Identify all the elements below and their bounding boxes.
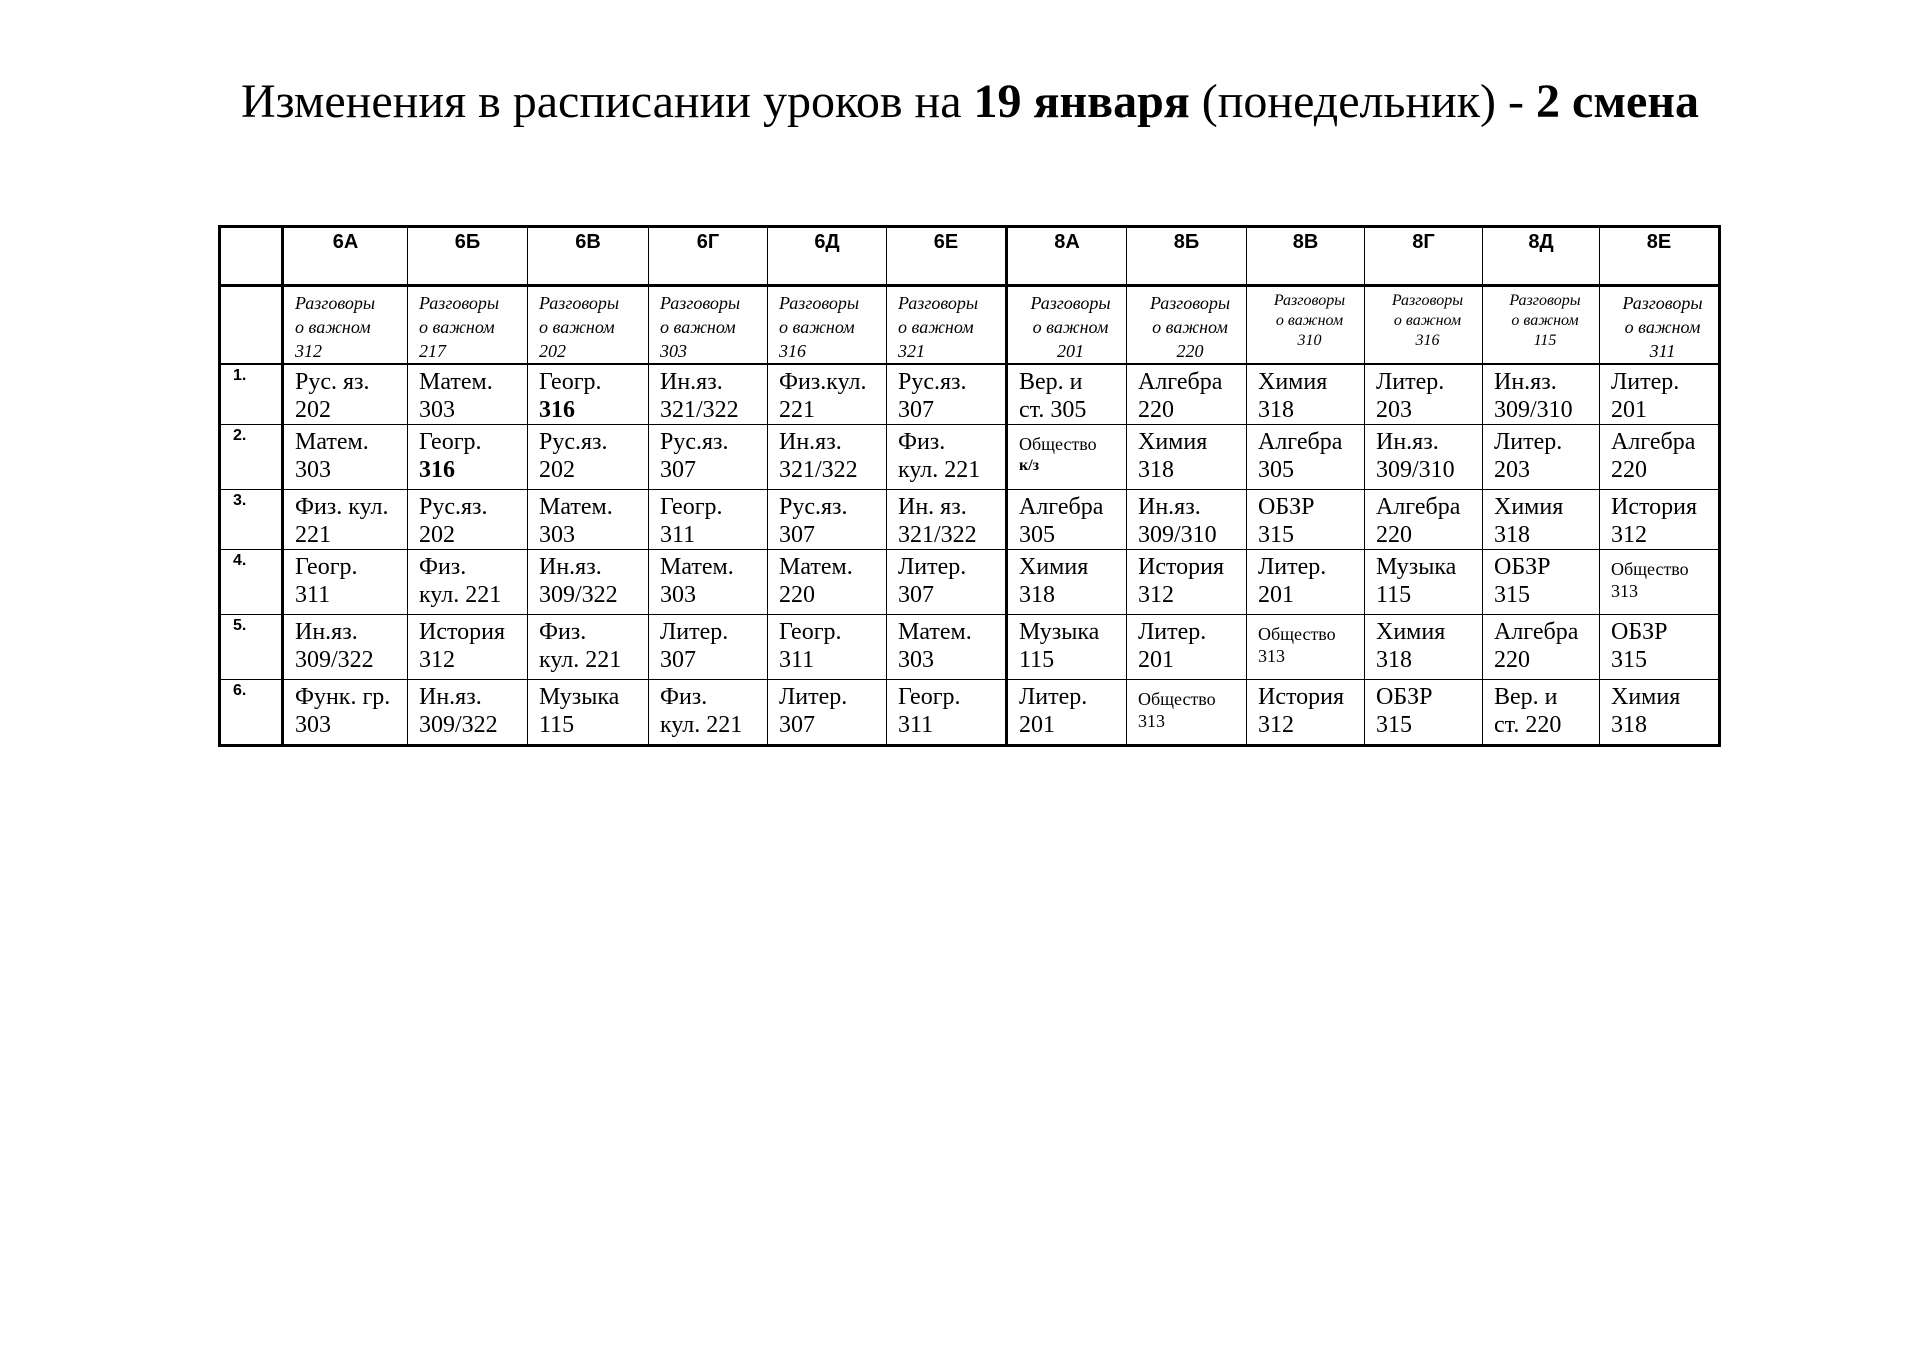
subject: Общество bbox=[1019, 434, 1097, 454]
title-part1: Изменения в расписании уроков на bbox=[241, 75, 974, 128]
room: 309/310 bbox=[1138, 522, 1217, 548]
lesson-row bbox=[220, 364, 1720, 425]
talks-label: Разговоры bbox=[1030, 293, 1111, 313]
lesson-cell bbox=[887, 490, 1007, 550]
lesson-cell bbox=[528, 490, 649, 550]
talks-cell bbox=[649, 286, 768, 365]
talks-label: Разговоры bbox=[779, 293, 860, 313]
room: 201 bbox=[1258, 582, 1294, 608]
room: 309/310 bbox=[1376, 457, 1455, 483]
room: 305 bbox=[1258, 457, 1294, 483]
room: 307 bbox=[779, 712, 815, 738]
talks-label: о важном bbox=[539, 317, 615, 337]
subject: Химия bbox=[1376, 619, 1446, 645]
class-header-cell: 6А bbox=[283, 227, 408, 286]
subject: Рус.яз. bbox=[419, 494, 488, 520]
subject: Матем. bbox=[779, 554, 853, 580]
subject: Матем. bbox=[660, 554, 734, 580]
room: 312 bbox=[1611, 522, 1647, 548]
talks-label: о важном bbox=[898, 317, 974, 337]
room: 307 bbox=[779, 522, 815, 548]
subject: Литер. bbox=[1494, 429, 1563, 455]
subject: Алгебра bbox=[1611, 429, 1696, 455]
talks-cell bbox=[1365, 286, 1483, 365]
lesson-cell bbox=[768, 615, 887, 680]
lesson-cell bbox=[283, 680, 408, 746]
subject: Вер. и bbox=[1019, 369, 1083, 395]
lesson-cell bbox=[1483, 680, 1600, 746]
class-header-cell: 8Г bbox=[1365, 227, 1483, 286]
subject: Литер. bbox=[1019, 684, 1088, 710]
lesson-cell bbox=[1365, 615, 1483, 680]
lesson-cell bbox=[1365, 425, 1483, 490]
lesson-cell bbox=[1007, 490, 1127, 550]
talks-label: о важном bbox=[295, 317, 371, 337]
room: 303 bbox=[898, 647, 934, 673]
talks-label: Разговоры bbox=[898, 293, 979, 313]
room: 203 bbox=[1376, 397, 1412, 423]
subject: Ин.яз. bbox=[1494, 369, 1557, 395]
subject: Общество bbox=[1138, 689, 1216, 709]
subject: Геогр. bbox=[660, 494, 723, 520]
room: 303 bbox=[295, 457, 331, 483]
subject: Физ. bbox=[660, 684, 708, 710]
room: 309/310 bbox=[1494, 397, 1573, 423]
lesson-cell bbox=[1600, 550, 1720, 615]
room: 307 bbox=[898, 397, 934, 423]
subject: Ин.яз. bbox=[295, 619, 358, 645]
subject: Алгебра bbox=[1138, 369, 1223, 395]
lesson-cell bbox=[1365, 364, 1483, 425]
lesson-cell bbox=[887, 364, 1007, 425]
talks-cell bbox=[528, 286, 649, 365]
lesson-cell bbox=[408, 615, 528, 680]
room: 313 bbox=[1138, 711, 1165, 731]
lesson-cell bbox=[1127, 615, 1247, 680]
subject: Геогр. bbox=[295, 554, 358, 580]
lesson-cell bbox=[887, 680, 1007, 746]
lesson-number: 1. bbox=[220, 364, 283, 425]
subject: Функ. гр. bbox=[295, 684, 391, 710]
talks-label: Разговоры bbox=[1391, 292, 1464, 309]
room: 307 bbox=[898, 582, 934, 608]
talks-room: 201 bbox=[1057, 341, 1084, 361]
talks-room: 321 bbox=[898, 341, 925, 361]
subject: Рус.яз. bbox=[660, 429, 729, 455]
lesson-cell bbox=[528, 364, 649, 425]
lesson-cell bbox=[768, 490, 887, 550]
subject: Геогр. bbox=[898, 684, 961, 710]
lesson-cell bbox=[1483, 364, 1600, 425]
room: 201 bbox=[1138, 647, 1174, 673]
lesson-number: 2. bbox=[220, 425, 283, 490]
room: 309/322 bbox=[419, 712, 498, 738]
lesson-cell bbox=[1483, 550, 1600, 615]
subject: Алгебра bbox=[1376, 494, 1461, 520]
lesson-cell bbox=[1600, 425, 1720, 490]
room: кул. 221 bbox=[898, 457, 981, 483]
subject: Алгебра bbox=[1494, 619, 1579, 645]
subject: Ин.яз. bbox=[419, 684, 482, 710]
subject: Химия bbox=[1494, 494, 1564, 520]
lesson-cell bbox=[1007, 364, 1127, 425]
subject: Физ. bbox=[419, 554, 467, 580]
subject: Литер. bbox=[1258, 554, 1327, 580]
room: 305 bbox=[1019, 522, 1055, 548]
talks-room: 310 bbox=[1297, 332, 1322, 349]
lesson-cell bbox=[1600, 615, 1720, 680]
subject: История bbox=[1611, 494, 1698, 520]
class-header-cell: 6Д bbox=[768, 227, 887, 286]
lesson-cell bbox=[1127, 680, 1247, 746]
subject: Химия bbox=[1138, 429, 1208, 455]
lesson-cell bbox=[649, 425, 768, 490]
subject: Ин.яз. bbox=[779, 429, 842, 455]
subject: ОБЗР bbox=[1258, 494, 1315, 520]
room: 315 bbox=[1494, 582, 1530, 608]
lesson-cell bbox=[1365, 680, 1483, 746]
talks-label: о важном bbox=[1032, 317, 1109, 337]
lesson-cell bbox=[283, 490, 408, 550]
lesson-row bbox=[220, 550, 1720, 615]
class-header-cell: 8Д bbox=[1483, 227, 1600, 286]
talks-room: 303 bbox=[660, 341, 687, 361]
lesson-row bbox=[220, 615, 1720, 680]
talks-cell bbox=[768, 286, 887, 365]
talks-room: 220 bbox=[1176, 341, 1204, 361]
subject: Ин. яз. bbox=[898, 494, 967, 520]
lesson-cell bbox=[1127, 425, 1247, 490]
room: 115 bbox=[539, 712, 575, 738]
subject: ОБЗР bbox=[1611, 619, 1668, 645]
lesson-cell bbox=[887, 615, 1007, 680]
lesson-cell bbox=[1483, 615, 1600, 680]
room: 318 bbox=[1138, 457, 1174, 483]
talks-room: 115 bbox=[1533, 332, 1557, 349]
lesson-cell bbox=[1247, 680, 1365, 746]
room: 316 bbox=[539, 397, 575, 423]
lesson-cell bbox=[283, 364, 408, 425]
subject: Рус.яз. bbox=[779, 494, 848, 520]
lesson-cell bbox=[887, 550, 1007, 615]
room: 201 bbox=[1019, 712, 1055, 738]
subject: ОБЗР bbox=[1494, 554, 1551, 580]
room: 202 bbox=[539, 457, 575, 483]
subject: Музыка bbox=[539, 684, 620, 710]
subject: Физ. кул. bbox=[295, 494, 389, 520]
title-shift: 2 смена bbox=[1536, 75, 1699, 128]
room: 311 bbox=[898, 712, 934, 738]
room: кул. 221 bbox=[539, 647, 622, 673]
lesson-cell bbox=[408, 490, 528, 550]
talks-label: Разговоры bbox=[1149, 293, 1231, 313]
room: 311 bbox=[779, 647, 815, 673]
room: 220 bbox=[1138, 397, 1174, 423]
subject: Ин.яз. bbox=[539, 554, 602, 580]
room: ст. 220 bbox=[1494, 712, 1562, 738]
subject: Матем. bbox=[539, 494, 613, 520]
lesson-cell bbox=[768, 364, 887, 425]
subject: Рус. яз. bbox=[295, 369, 370, 395]
subject: История bbox=[1258, 684, 1345, 710]
room: 315 bbox=[1611, 647, 1647, 673]
room: 312 bbox=[1258, 712, 1294, 738]
talks-label: Разговоры bbox=[1509, 292, 1581, 309]
page-title bbox=[0, 75, 1920, 128]
talks-cell bbox=[1483, 286, 1600, 365]
class-header-row bbox=[220, 227, 1720, 286]
talks-label: о важном bbox=[419, 317, 495, 337]
class-header-cell: 6Г bbox=[649, 227, 768, 286]
lesson-cell bbox=[1365, 490, 1483, 550]
talks-cell bbox=[1007, 286, 1127, 365]
talks-label: о важном bbox=[1511, 312, 1579, 329]
lesson-cell bbox=[1007, 615, 1127, 680]
talks-label: Разговоры bbox=[539, 293, 620, 313]
subject: Геогр. bbox=[419, 429, 482, 455]
lesson-cell bbox=[1365, 550, 1483, 615]
room: 321/322 bbox=[779, 457, 858, 483]
lesson-cell bbox=[1127, 490, 1247, 550]
lesson-cell bbox=[528, 615, 649, 680]
room: 303 bbox=[295, 712, 331, 738]
subject: Алгебра bbox=[1258, 429, 1343, 455]
subject: Литер. bbox=[660, 619, 729, 645]
room: 307 bbox=[660, 647, 696, 673]
class-header-cell: 6Е bbox=[887, 227, 1007, 286]
subject: Физ. bbox=[898, 429, 946, 455]
subject: Музыка bbox=[1376, 554, 1457, 580]
lesson-cell bbox=[1483, 490, 1600, 550]
lesson-cell bbox=[1007, 550, 1127, 615]
lesson-cell bbox=[887, 425, 1007, 490]
lesson-row bbox=[220, 680, 1720, 746]
lesson-cell bbox=[1600, 680, 1720, 746]
lesson-cell bbox=[408, 680, 528, 746]
lesson-cell bbox=[1483, 425, 1600, 490]
room: 115 bbox=[1019, 647, 1055, 673]
subject: Ин.яз. bbox=[1138, 494, 1201, 520]
room: 203 bbox=[1494, 457, 1530, 483]
room: кул. 221 bbox=[419, 582, 502, 608]
talks-label: о важном bbox=[1152, 317, 1228, 337]
room: 220 bbox=[1494, 647, 1530, 673]
subject: Алгебра bbox=[1019, 494, 1104, 520]
talks-label: о важном bbox=[660, 317, 736, 337]
talks-label: Разговоры bbox=[660, 293, 741, 313]
lesson-cell bbox=[1247, 364, 1365, 425]
class-header-cell: 8Е bbox=[1600, 227, 1720, 286]
talks-row-label bbox=[220, 286, 283, 365]
talks-label: о важном bbox=[1624, 317, 1701, 337]
subject: История bbox=[419, 619, 506, 645]
lesson-cell bbox=[649, 680, 768, 746]
lesson-number: 3. bbox=[220, 490, 283, 550]
lesson-row bbox=[220, 490, 1720, 550]
title-date: 19 января bbox=[973, 75, 1190, 128]
subject: Литер. bbox=[898, 554, 967, 580]
room: 220 bbox=[1611, 457, 1647, 483]
room: 321/322 bbox=[660, 397, 739, 423]
talks-label: о важном bbox=[1393, 312, 1462, 329]
room: 221 bbox=[779, 397, 815, 423]
talks-cell bbox=[1247, 286, 1365, 365]
subject: Ин.яз. bbox=[1376, 429, 1439, 455]
lesson-cell bbox=[649, 364, 768, 425]
class-header-cell: 6В bbox=[528, 227, 649, 286]
room: 318 bbox=[1019, 582, 1055, 608]
talks-cell bbox=[408, 286, 528, 365]
lesson-cell bbox=[528, 550, 649, 615]
room: 311 bbox=[660, 522, 696, 548]
room: 312 bbox=[1138, 582, 1174, 608]
lesson-cell bbox=[283, 425, 408, 490]
room: 318 bbox=[1376, 647, 1412, 673]
room: ст. 305 bbox=[1019, 397, 1087, 423]
subject: Химия bbox=[1611, 684, 1681, 710]
talks-row bbox=[220, 286, 1720, 365]
room: 318 bbox=[1258, 397, 1294, 423]
subject: Рус.яз. bbox=[539, 429, 608, 455]
talks-label: Разговоры bbox=[419, 293, 500, 313]
talks-label: о важном bbox=[1275, 312, 1344, 329]
talks-label: Разговоры bbox=[295, 293, 376, 313]
talks-room: 202 bbox=[539, 341, 566, 361]
corner-cell bbox=[220, 227, 283, 286]
lesson-cell bbox=[1247, 425, 1365, 490]
lesson-cell bbox=[283, 550, 408, 615]
class-header-cell: 6Б bbox=[408, 227, 528, 286]
subject: Литер. bbox=[1138, 619, 1207, 645]
lesson-cell bbox=[768, 680, 887, 746]
room: 303 bbox=[539, 522, 575, 548]
room: 309/322 bbox=[295, 647, 374, 673]
subject: Физ.кул. bbox=[779, 369, 867, 395]
room: 202 bbox=[295, 397, 331, 423]
room: 318 bbox=[1494, 522, 1530, 548]
lesson-number: 4. bbox=[220, 550, 283, 615]
subject: Литер. bbox=[779, 684, 848, 710]
room: 316 bbox=[419, 457, 455, 483]
talks-cell bbox=[283, 286, 408, 365]
lesson-cell bbox=[528, 680, 649, 746]
lesson-cell bbox=[1127, 550, 1247, 615]
lesson-number: 5. bbox=[220, 615, 283, 680]
subject: Геогр. bbox=[779, 619, 842, 645]
lesson-cell bbox=[1127, 364, 1247, 425]
talks-room: 316 bbox=[1415, 332, 1440, 349]
room: к/з bbox=[1019, 457, 1040, 474]
room: 201 bbox=[1611, 397, 1647, 423]
class-header-cell: 8Б bbox=[1127, 227, 1247, 286]
room: 303 bbox=[419, 397, 455, 423]
lesson-cell bbox=[1600, 364, 1720, 425]
subject: Общество bbox=[1258, 624, 1336, 644]
lesson-cell bbox=[649, 490, 768, 550]
subject: Общество bbox=[1611, 559, 1689, 579]
subject: Матем. bbox=[419, 369, 493, 395]
room: 220 bbox=[1376, 522, 1412, 548]
lesson-cell bbox=[1600, 490, 1720, 550]
room: 313 bbox=[1258, 646, 1285, 666]
subject: Рус.яз. bbox=[898, 369, 967, 395]
lesson-cell bbox=[1007, 425, 1127, 490]
talks-label: о важном bbox=[779, 317, 855, 337]
lesson-cell bbox=[408, 550, 528, 615]
subject: Литер. bbox=[1376, 369, 1445, 395]
subject: Музыка bbox=[1019, 619, 1100, 645]
room: кул. 221 bbox=[660, 712, 743, 738]
title-part2: (понедельник) - bbox=[1189, 75, 1537, 128]
lesson-cell bbox=[1247, 550, 1365, 615]
subject: Матем. bbox=[295, 429, 369, 455]
class-header-cell: 8А bbox=[1007, 227, 1127, 286]
room: 202 bbox=[419, 522, 455, 548]
lesson-cell bbox=[1247, 615, 1365, 680]
subject: ОБЗР bbox=[1376, 684, 1433, 710]
room: 321/322 bbox=[898, 522, 977, 548]
lesson-cell bbox=[408, 364, 528, 425]
lesson-cell bbox=[768, 550, 887, 615]
room: 315 bbox=[1258, 522, 1294, 548]
room: 315 bbox=[1376, 712, 1412, 738]
talks-cell bbox=[887, 286, 1007, 365]
talks-label: Разговоры bbox=[1622, 293, 1703, 313]
room: 115 bbox=[1376, 582, 1412, 608]
room: 313 bbox=[1611, 581, 1638, 601]
lesson-cell bbox=[283, 615, 408, 680]
lesson-cell bbox=[649, 550, 768, 615]
room: 312 bbox=[419, 647, 455, 673]
lesson-cell bbox=[1007, 680, 1127, 746]
lesson-cell bbox=[768, 425, 887, 490]
talks-room: 312 bbox=[295, 341, 322, 361]
subject: Литер. bbox=[1611, 369, 1680, 395]
subject: История bbox=[1138, 554, 1225, 580]
room: 220 bbox=[779, 582, 815, 608]
room: 311 bbox=[295, 582, 331, 608]
room: 318 bbox=[1611, 712, 1647, 738]
room: 303 bbox=[660, 582, 696, 608]
subject: Геогр. bbox=[539, 369, 602, 395]
schedule-table bbox=[218, 225, 1721, 747]
subject: Химия bbox=[1019, 554, 1089, 580]
room: 309/322 bbox=[539, 582, 618, 608]
lesson-row bbox=[220, 425, 1720, 490]
talks-room: 316 bbox=[779, 341, 806, 361]
talks-room: 217 bbox=[419, 341, 446, 361]
subject: Ин.яз. bbox=[660, 369, 723, 395]
room: 221 bbox=[295, 522, 331, 548]
room: 307 bbox=[660, 457, 696, 483]
talks-cell bbox=[1600, 286, 1720, 365]
lesson-cell bbox=[528, 425, 649, 490]
lesson-cell bbox=[649, 615, 768, 680]
subject: Химия bbox=[1258, 369, 1328, 395]
subject: Вер. и bbox=[1494, 684, 1558, 710]
lesson-number: 6. bbox=[220, 680, 283, 746]
class-header-cell: 8В bbox=[1247, 227, 1365, 286]
talks-label: Разговоры bbox=[1273, 292, 1346, 309]
lesson-cell bbox=[1247, 490, 1365, 550]
subject: Матем. bbox=[898, 619, 972, 645]
lesson-cell bbox=[408, 425, 528, 490]
talks-cell bbox=[1127, 286, 1247, 365]
subject: Физ. bbox=[539, 619, 587, 645]
talks-room: 311 bbox=[1649, 341, 1676, 361]
